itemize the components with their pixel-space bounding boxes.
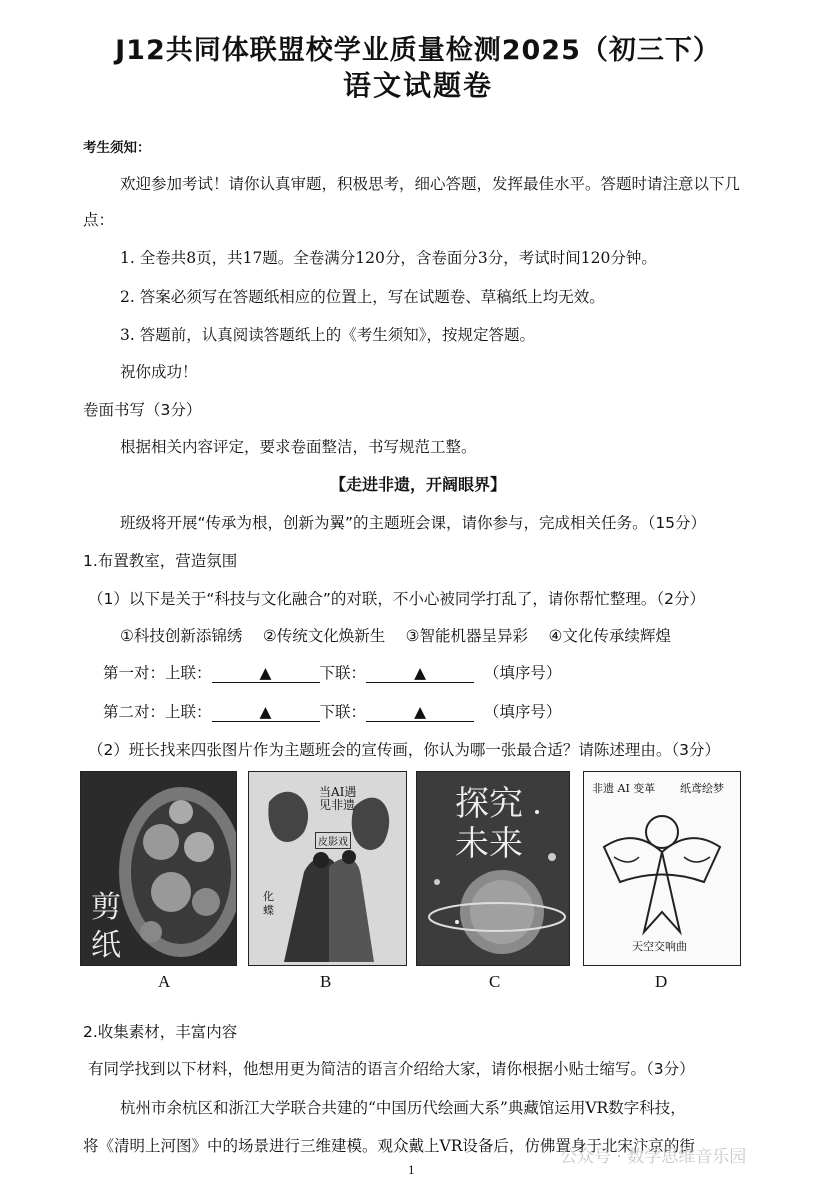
pair1-fill-hint: （填序号） bbox=[483, 664, 562, 682]
picture-c bbox=[416, 771, 570, 966]
picture-c-text-1: 探究 bbox=[455, 784, 523, 824]
pair2-row bbox=[103, 700, 561, 722]
notice-item-3: 3. 答题前，认真阅读答题纸上的《考生须知》，按规定答题。 bbox=[120, 326, 535, 344]
q1-sub1: （1）以下是关于“科技与文化融合”的对联，不小心被同学打乱了，请你帮忙整理。（2分） bbox=[88, 590, 706, 608]
picture-a-text-2: 纸 bbox=[91, 928, 121, 963]
picture-b-side-text: 化蝶 bbox=[263, 890, 274, 917]
q1-sub2: （2）班长找来四张图片作为主题班会的宣传画，你认为哪一张最合适？请陈述理由。（3分） bbox=[88, 741, 720, 759]
section-title: 【走进非遗，开阔眼界】 bbox=[329, 475, 506, 494]
notice-item-1: 1. 全卷共8页，共17题。全卷满分120分，含卷面分3分，考试时间120分钟。 bbox=[120, 249, 657, 267]
pair2-lower-blank[interactable]: ▲ bbox=[366, 703, 474, 722]
picture-d-bottom: 天空交响曲 bbox=[632, 940, 687, 953]
pair2-label: 第二对：上联： bbox=[103, 703, 212, 721]
pair2-upper-blank[interactable]: ▲ bbox=[212, 703, 320, 722]
pair2-lower-label: 下联： bbox=[319, 703, 367, 721]
writing-heading: 卷面书写（3分） bbox=[83, 401, 202, 419]
q2-para-line2: 将《清明上河图》中的场景进行三维建模。观众戴上VR设备后，仿佛置身于北宋汴京的街 bbox=[83, 1137, 695, 1155]
picture-b-title: 当AI遇见非遗 bbox=[319, 785, 357, 812]
notice-intro-line1: 欢迎参加考试！请你认真审题，积极思考，细心答题，发挥最佳水平。答题时请注意以下几 bbox=[120, 175, 741, 193]
picture-label-a: A bbox=[158, 972, 171, 991]
exam-title: J12共同体联盟校学业质量检测2025（初三下） bbox=[115, 35, 721, 66]
q1-options: ①科技创新添锦绣 ②传统文化焕新生 ③智能机器呈异彩 ④文化传承续辉煌 bbox=[120, 627, 671, 645]
picture-label-d: D bbox=[655, 972, 668, 991]
pair1-upper-blank[interactable]: ▲ bbox=[212, 664, 320, 683]
pair1-lower-blank[interactable]: ▲ bbox=[366, 664, 474, 683]
pair1-label: 第一对：上联： bbox=[103, 664, 212, 682]
writing-desc: 根据相关内容评定，要求卷面整洁，书写规范工整。 bbox=[120, 438, 477, 456]
picture-a bbox=[80, 771, 237, 966]
exam-subtitle: 语文试题卷 bbox=[342, 69, 493, 102]
pair1-lower-label: 下联： bbox=[319, 664, 367, 682]
watermark: 公众号 · 数学思维音乐园 bbox=[560, 1147, 747, 1167]
kite-art bbox=[584, 772, 740, 965]
pair1-row bbox=[103, 661, 561, 683]
picture-label-b: B bbox=[320, 972, 332, 991]
notice-intro-line2: 点： bbox=[83, 211, 115, 229]
picture-c-text-2: 未来 bbox=[455, 824, 523, 864]
q2-heading: 2.收集素材，丰富内容 bbox=[83, 1023, 238, 1041]
notice-item-2: 2. 答案必须写在答题纸相应的位置上，写在试题卷、草稿纸上均无效。 bbox=[120, 288, 605, 306]
picture-d-top-left: 非遗 AI 变革 bbox=[592, 782, 656, 795]
page-number: 1 bbox=[408, 1162, 415, 1177]
q2-intro: 有同学找到以下材料，他想用更为简洁的语言介绍给大家，请你根据小贴士缩写。（3分） bbox=[88, 1060, 695, 1078]
picture-d-top-right: 纸鸢绘梦 bbox=[680, 782, 724, 795]
notice-closing: 祝你成功！ bbox=[120, 363, 198, 381]
notice-heading: 考生须知： bbox=[83, 140, 151, 156]
q1-heading: 1.布置教室，营造氛围 bbox=[83, 552, 238, 570]
picture-b bbox=[248, 771, 407, 966]
picture-b-subtitle: 皮影戏 bbox=[315, 832, 351, 849]
section-intro: 班级将开展“传承为根，创新为翼”的主题班会课，请你参与，完成相关任务。（15分） bbox=[120, 514, 707, 532]
pair2-fill-hint: （填序号） bbox=[483, 703, 562, 721]
picture-label-c: C bbox=[489, 972, 501, 991]
picture-d bbox=[583, 771, 741, 966]
picture-a-text-1: 剪 bbox=[91, 890, 121, 925]
q2-para-line1: 杭州市余杭区和浙江大学联合共建的“中国历代绘画大系”典藏馆运用VR数字科技， bbox=[120, 1099, 686, 1117]
